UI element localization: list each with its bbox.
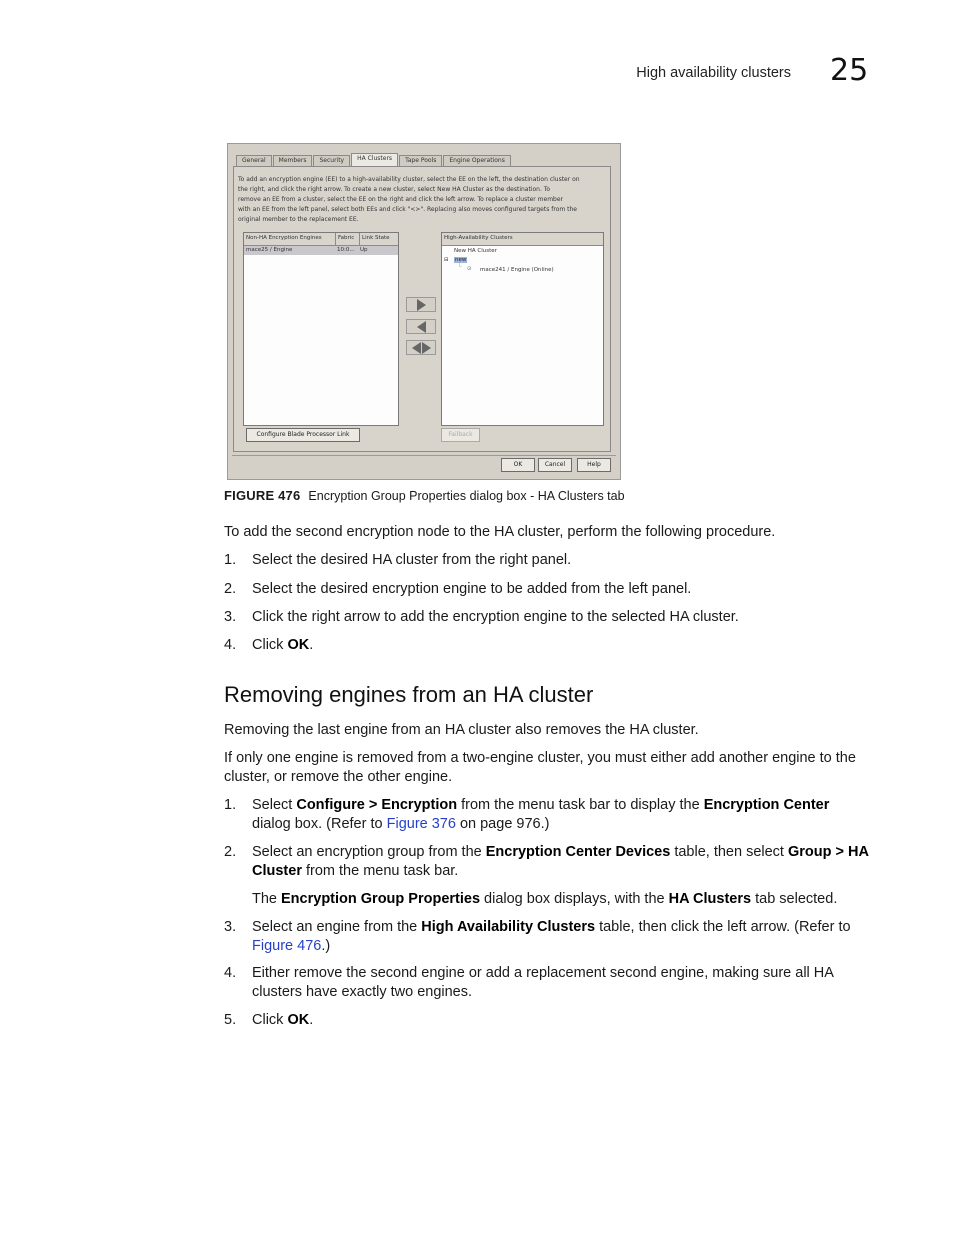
- text-run: .: [309, 1012, 314, 1028]
- remove-paragraph-2: If only one engine is removed from a two-engine cluster, you must either add another engine to the cluster, or remove the other engine.: [224, 750, 856, 785]
- step-text: Select the desired encryption engine to be added from the left panel.: [252, 581, 692, 597]
- figure-title: Encryption Group Properties dialog box - HA Clusters tab: [308, 489, 625, 503]
- tree-item-cluster-new[interactable]: new: [455, 257, 467, 263]
- cell-link-state: Up: [360, 247, 368, 253]
- ui-term-ok: OK: [287, 1012, 310, 1028]
- step-text: [252, 843, 872, 881]
- step-number: 1.: [224, 552, 237, 568]
- non-ha-engines-table[interactable]: [243, 232, 399, 426]
- left-arrow-icon: [417, 321, 426, 333]
- step-number: 2.: [224, 581, 237, 597]
- figure-376-link[interactable]: Figure 376: [386, 816, 456, 832]
- step-number: 3.: [224, 919, 237, 935]
- tree-item-new-ha-cluster[interactable]: New HA Cluster: [454, 248, 497, 254]
- step-text: [252, 1011, 872, 1030]
- step-number: 4.: [224, 637, 237, 653]
- instructions-line: with an EE from the left panel, select both EEs and click "<>". Replacing also moves configured targets from the: [238, 206, 577, 213]
- column-header-engines[interactable]: Non-HA Encryption Engines: [244, 233, 336, 245]
- tab-members[interactable]: Members: [273, 155, 313, 166]
- engine-icon: ⊙: [467, 266, 472, 272]
- text-run: table, then click the left arrow. (Refer to: [595, 919, 851, 935]
- text-run: Select: [252, 797, 297, 813]
- intro-paragraph: To add the second encryption node to the HA cluster, perform the following procedure.: [224, 524, 776, 540]
- ha-clusters-tree[interactable]: [441, 232, 604, 426]
- ui-term: High Availability Clusters: [421, 919, 596, 935]
- step-text: [252, 636, 872, 655]
- table-row[interactable]: [244, 246, 398, 255]
- step-text: Select the desired HA cluster from the right panel.: [252, 552, 572, 568]
- dialog-separator: [232, 455, 616, 456]
- collapse-icon[interactable]: ⊟: [444, 257, 449, 263]
- right-arrow-icon: [417, 299, 426, 311]
- tab-security[interactable]: Security: [313, 155, 350, 166]
- column-header-link-state[interactable]: Link State: [362, 235, 390, 241]
- cell-engine: mace25 / Engine: [246, 247, 293, 253]
- text-run: .: [309, 637, 314, 653]
- help-button[interactable]: Help: [577, 458, 611, 472]
- step-number: 5.: [224, 1012, 237, 1028]
- step-number: 1.: [224, 797, 237, 813]
- tab-engine-operations[interactable]: Engine Operations: [443, 155, 510, 166]
- step-text: Either remove the second engine or add a replacement second engine, making sure all HA clusters have exactly two engines.: [252, 965, 834, 1000]
- text-run: table, then select: [670, 844, 788, 860]
- text-run: from the menu task bar.: [301, 863, 459, 879]
- ui-term-ok: OK: [287, 637, 310, 653]
- instructions-line: the right, and click the right arrow. To create a new cluster, select New HA Cluster as the destination. To: [238, 186, 551, 193]
- column-header-ha-clusters[interactable]: High-Availability Clusters: [444, 235, 513, 241]
- ui-term: Group > HA Cluster: [252, 844, 869, 879]
- encryption-group-properties-dialog: [227, 143, 621, 480]
- text-run: Click: [252, 637, 288, 653]
- ui-term: HA Clusters: [668, 891, 752, 907]
- step-note-text: [252, 890, 872, 909]
- tab-general[interactable]: General: [236, 155, 272, 166]
- left-arrow-icon: [412, 342, 421, 354]
- step-number: 4.: [224, 965, 237, 981]
- failback-button[interactable]: Failback: [441, 428, 480, 442]
- figure-476-link[interactable]: Figure 476: [252, 938, 322, 954]
- tree-header: [442, 233, 603, 246]
- step-number: 3.: [224, 609, 237, 625]
- instructions-text: [238, 175, 604, 225]
- cancel-button[interactable]: Cancel: [538, 458, 572, 472]
- configure-blade-processor-link-button[interactable]: Configure Blade Processor Link: [246, 428, 360, 442]
- add-to-cluster-button[interactable]: [406, 297, 436, 312]
- text-run: The: [252, 891, 282, 907]
- tab-ha-clusters[interactable]: HA Clusters: [351, 153, 398, 166]
- step-text: [252, 918, 872, 956]
- text-run: on page 976.): [455, 816, 550, 832]
- column-header-fabric[interactable]: Fabric: [336, 233, 360, 245]
- figure-label: FIGURE 476: [224, 488, 301, 503]
- step-number: 2.: [224, 844, 237, 860]
- instructions-line: original member to the replacement EE.: [238, 216, 359, 223]
- text-run: Click: [252, 1012, 288, 1028]
- step-text: [252, 796, 872, 834]
- ok-button[interactable]: OK: [501, 458, 535, 472]
- chapter-number: 25: [830, 53, 869, 88]
- text-run: tab selected.: [751, 891, 838, 907]
- running-header-section: High availability clusters: [636, 65, 791, 81]
- section-heading: Removing engines from an HA cluster: [224, 682, 594, 707]
- table-header: [244, 233, 398, 246]
- text-run: from the menu task bar to display the: [457, 797, 704, 813]
- instructions-line: To add an encryption engine (EE) to a high-availability cluster, select the EE on the left, the destination cluster on: [238, 176, 580, 183]
- text-run: Select an encryption group from the: [252, 844, 486, 860]
- right-arrow-icon: [422, 342, 431, 354]
- tab-tape-pools[interactable]: Tape Pools: [399, 155, 442, 166]
- instructions-line: remove an EE from a cluster, select the EE on the right and click the left arrow. To replace a cluster member: [238, 196, 564, 203]
- ui-term: Encryption Group Properties: [281, 891, 481, 907]
- ui-term: Encryption Center Devices: [485, 844, 671, 860]
- text-run: .): [321, 938, 331, 954]
- ui-term: Configure > Encryption: [296, 797, 458, 813]
- text-run: dialog box displays, with the: [480, 891, 669, 907]
- cell-fabric: 10:0...: [337, 247, 355, 253]
- ui-term: Encryption Center: [703, 797, 830, 813]
- figure-caption: [224, 488, 625, 503]
- text-run: dialog box. (Refer to: [252, 816, 387, 832]
- step-text: Click the right arrow to add the encryption engine to the selected HA cluster.: [252, 609, 739, 625]
- tree-connector-icon: └: [458, 264, 462, 270]
- remove-from-cluster-button[interactable]: [406, 319, 436, 334]
- replace-member-button[interactable]: [406, 340, 436, 355]
- text-run: Select an engine from the: [252, 919, 422, 935]
- remove-paragraph-1: Removing the last engine from an HA cluster also removes the HA cluster.: [224, 722, 699, 738]
- tree-item-engine[interactable]: mace241 / Engine (Online): [480, 267, 554, 273]
